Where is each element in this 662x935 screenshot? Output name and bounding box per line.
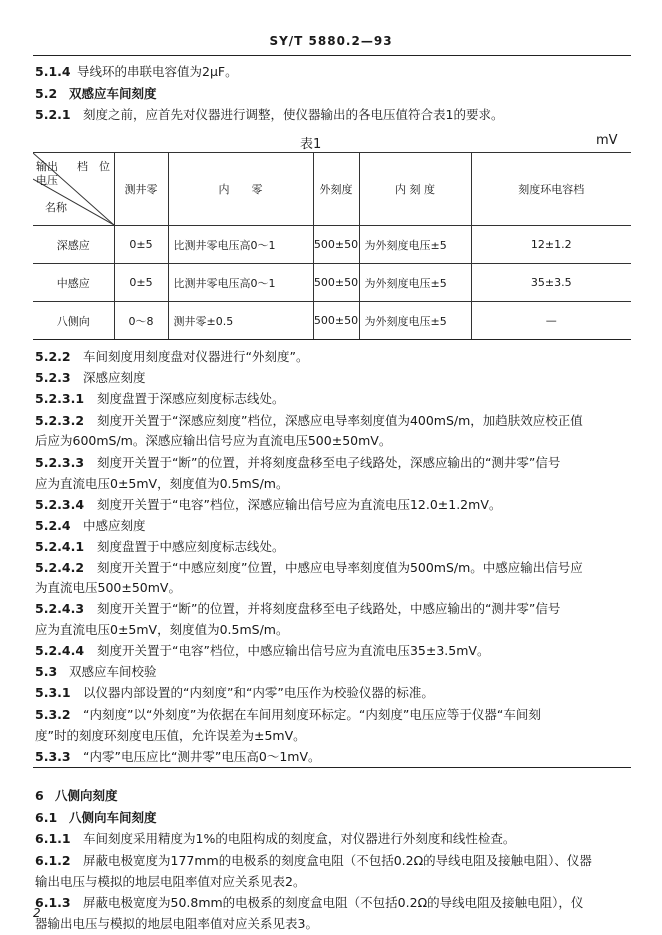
table-unit: mV — [596, 133, 618, 148]
row-name: 深感应 — [33, 226, 114, 264]
table-1 — [33, 152, 631, 340]
clause-5-1-4 — [35, 62, 238, 80]
body-line — [35, 599, 560, 617]
clause-text: 以仪器内部设置的“内刻度”和“内零”电压作为校验仪器的标准。 — [83, 685, 434, 701]
table-row — [33, 264, 631, 302]
body-line — [35, 411, 583, 429]
clause-number: 5.2.4.4 — [35, 643, 85, 659]
page-number: 2 — [33, 906, 41, 920]
body-line — [35, 914, 318, 932]
row-name: 中感应 — [33, 264, 114, 302]
column-header: 外刻度 — [313, 153, 359, 226]
section-rule — [33, 767, 631, 768]
table-cell: 0±5 — [114, 226, 168, 264]
table-cell: 测井零±0.5 — [168, 302, 313, 340]
clause-text: 屏蔽电极宽度为50.8mm的电极系的刻度盒电阻（不包括0.2Ω的导线电阻及接触电阻），仪 — [83, 894, 584, 910]
body-line — [35, 578, 181, 596]
clause-5-2-1 — [35, 105, 503, 123]
table-cell: 500±50 — [313, 264, 359, 302]
clause-number: 5.2.4.2 — [35, 559, 85, 575]
clause-text: 器输出电压与模拟的地层电阻率值对应关系见表3。 — [35, 916, 318, 931]
clause-text: 后应为600mS/m。深感应输出信号应为直流电压500±50mV。 — [35, 433, 392, 449]
clause-number: 5.2.2 — [35, 349, 71, 364]
clause-number: 6.1.3 — [35, 894, 71, 910]
clause-text: 深感应刻度 — [83, 370, 146, 386]
table-cell: 为外刻度电压±5 — [359, 226, 471, 264]
clause-text: 刻度开关置于“断”的位置，并将刻度盘移至电子线路处，深感应输出的“测井零”信号 — [97, 455, 561, 471]
table-cell: 比测井零电压高0～1 — [168, 264, 313, 302]
column-header: 刻度环电容档 — [471, 153, 631, 226]
clause-number: 5.2.3.1 — [35, 391, 85, 407]
clause-text: 八侧向刻度 — [55, 787, 118, 803]
body-line — [35, 705, 541, 723]
clause-number: 6 — [35, 787, 44, 803]
table-cell: 为外刻度电压±5 — [359, 264, 471, 302]
column-header: 测井零 — [114, 153, 168, 226]
table-cell: 12±1.2 — [471, 226, 631, 264]
clause-text: 车间刻度采用精度为1%的电阻构成的刻度盒，对仪器进行外刻度和线性检查。 — [83, 830, 516, 846]
clause-number: 5.2.3.4 — [35, 497, 85, 513]
body-line — [35, 786, 118, 804]
clause-text: 车间刻度用刻度盘对仪器进行“外刻度”。 — [83, 349, 309, 364]
body-line — [35, 726, 306, 744]
table-header-row — [33, 153, 631, 226]
clause-text: 刻度开关置于“电容”档位，中感应输出信号应为直流电压35±3.5mV。 — [97, 643, 490, 659]
body-line — [35, 431, 391, 449]
clause-text: 为直流电压500±50mV。 — [35, 579, 181, 595]
clause-number: 5.3.1 — [35, 685, 71, 701]
body-line — [35, 829, 515, 847]
body-line — [35, 893, 583, 911]
clause-number: 5.3 — [35, 664, 58, 680]
clause-number: 5.2.3.3 — [35, 455, 85, 471]
table-cell: 比测井零电压高0～1 — [168, 226, 313, 264]
clause-number: 5.2.1 — [35, 107, 71, 122]
body-line — [35, 641, 489, 659]
clause-text: 刻度之前，应首先对仪器进行调整，使仪器输出的各电压值符合表1的要求。 — [83, 107, 504, 122]
clause-number: 5.1.4 — [35, 64, 71, 79]
body-line — [35, 516, 146, 534]
clause-text: 屏蔽电极宽度为177mm的电极系的刻度盒电阻（不包括0.2Ω的导线电阻及接触电阻）、仪器 — [83, 852, 592, 868]
body-line — [35, 347, 308, 365]
clause-text: 八侧向车间刻度 — [69, 809, 157, 825]
column-header: 内 刻 度 — [359, 153, 471, 226]
document-header: SY/T 5880.2—93 — [269, 34, 393, 48]
table-cell: 0～8 — [114, 302, 168, 340]
clause-text: 刻度盘置于深感应刻度标志线处。 — [97, 391, 285, 407]
table-cell: 500±50 — [313, 226, 359, 264]
body-line — [35, 872, 305, 890]
header-corner-cell — [33, 153, 114, 226]
table-cell: 500±50 — [313, 302, 359, 340]
table-cell: 0±5 — [114, 264, 168, 302]
table-caption: 表1 — [300, 137, 322, 152]
section-5-2 — [35, 84, 157, 102]
clause-text: 应为直流电压0±5mV，刻度值为0.5mS/m。 — [35, 621, 289, 637]
clause-number: 6.1.1 — [35, 830, 71, 846]
clause-text: 刻度开关置于“中感应刻度”位置，中感应电导率刻度值为500mS/m。中感应输出信号应 — [97, 559, 583, 575]
clause-text: 刻度开关置于“深感应刻度”档位，深感应电导率刻度值为400mS/m，加趋肤效应校正值 — [97, 413, 583, 429]
clause-number: 5.2.3 — [35, 370, 71, 386]
body-line — [35, 808, 157, 826]
body-line — [35, 683, 434, 701]
clause-text: 双感应车间校验 — [69, 664, 157, 680]
body-line — [35, 620, 289, 638]
body-line — [35, 662, 157, 680]
clause-number: 5.2.4 — [35, 517, 71, 533]
clause-number: 5.2.4.1 — [35, 538, 85, 554]
clause-number: 5.2.3.2 — [35, 413, 85, 429]
corner-label-output-voltage: 输出 电压 — [36, 160, 58, 187]
clause-text: 应为直流电压0±5mV，刻度值为0.5mS/m。 — [35, 476, 289, 492]
body-line — [35, 747, 321, 765]
body-line — [35, 558, 583, 576]
corner-label-name: 名称 — [45, 201, 67, 214]
clause-text: 刻度盘置于中感应刻度标志线处。 — [97, 538, 285, 554]
clause-number: 5.3.3 — [35, 749, 71, 765]
clause-number: 5.2.4.3 — [35, 600, 85, 616]
table-row — [33, 302, 631, 340]
section-title: 双感应车间刻度 — [69, 86, 157, 101]
body-line — [35, 851, 592, 869]
body-line — [35, 453, 560, 471]
body-line — [35, 368, 146, 386]
clause-number: 6.1.2 — [35, 852, 71, 868]
table-row — [33, 226, 631, 264]
clause-text: 导线环的串联电容值为2μF。 — [77, 64, 238, 79]
body-line — [35, 474, 289, 492]
body-line — [35, 495, 501, 513]
column-header: 内 零 — [168, 153, 313, 226]
body-line — [35, 537, 285, 555]
clause-text: 刻度开关置于“断”的位置，并将刻度盘移至电子线路处，中感应输出的“测井零”信号 — [97, 600, 561, 616]
header-rule — [33, 55, 631, 56]
table-cell: — — [471, 302, 631, 340]
clause-text: 输出电压与模拟的地层电阻率值对应关系见表2。 — [35, 873, 306, 889]
table-cell: 为外刻度电压±5 — [359, 302, 471, 340]
clause-number: 5.2 — [35, 86, 58, 101]
clause-text: 刻度开关置于“电容”档位，深感应输出信号应为直流电压12.0±1.2mV。 — [97, 497, 502, 513]
clause-text: “内零”电压应比“测井零”电压高0～1mV。 — [83, 749, 321, 765]
body-line — [35, 389, 285, 407]
row-name: 八侧向 — [33, 302, 114, 340]
clause-text: 度”时的刻度环刻度电压值，允许误差为±5mV。 — [35, 728, 306, 744]
clause-text: “内刻度”以“外刻度”为依据在车间用刻度环标定。“内刻度”电压应等于仪器“车间刻 — [83, 707, 541, 723]
corner-label-gear: 档 位 — [77, 160, 110, 173]
clause-number: 5.3.2 — [35, 707, 71, 723]
table-cell: 35±3.5 — [471, 264, 631, 302]
clause-text: 中感应刻度 — [83, 517, 146, 533]
clause-number: 6.1 — [35, 809, 58, 825]
